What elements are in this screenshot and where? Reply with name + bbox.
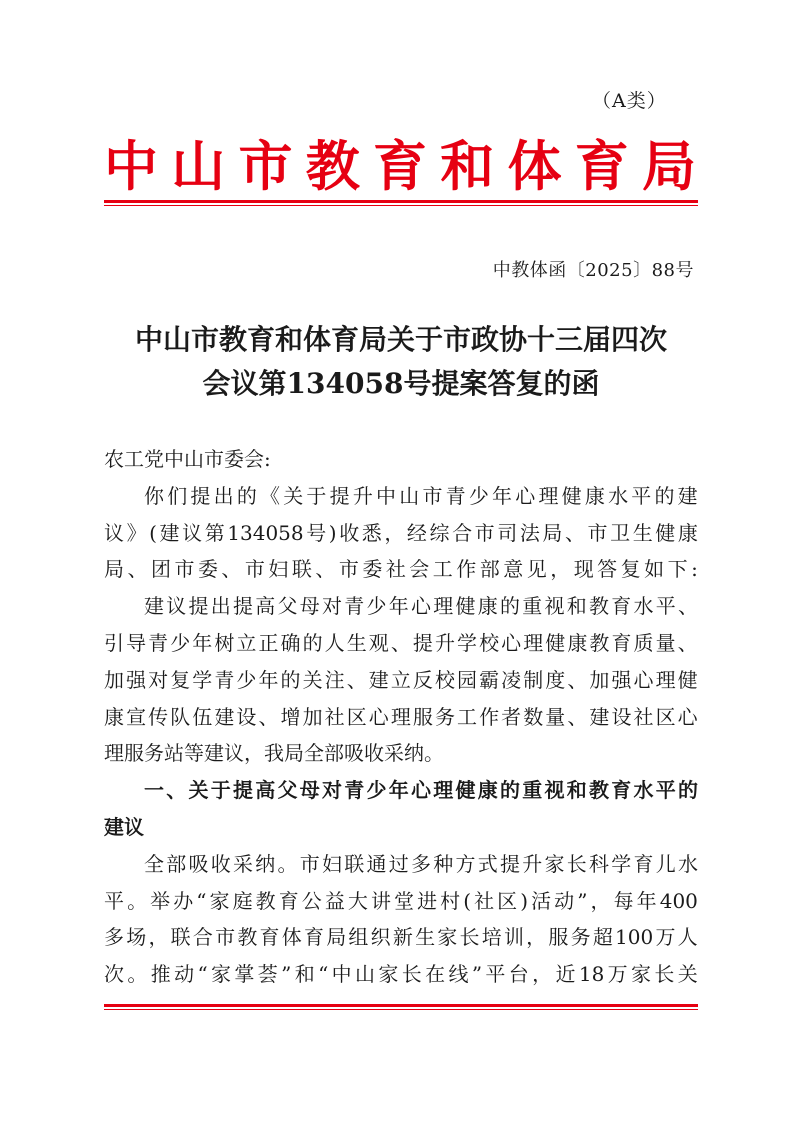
section-heading-line: 建议 [104, 814, 144, 839]
org-title-char: 局 [642, 135, 696, 198]
body-line: 多 场 ， 联 合 市 教 育 体 育 局 组 织 新 生 家 长 培 训 ， 服 务 超 100 万 人 [104, 925, 698, 950]
document-subject [104, 318, 698, 406]
org-title-char: 山 [171, 135, 226, 198]
body-line: 局 、 团 市 委 、 市 妇 联 、 市 委 社 会 工 作 部 意 见 ， 现 答 复 如 下 : [104, 557, 698, 582]
org-title-char: 体 [507, 135, 562, 198]
section-heading-line: 一 、 关 于 提 高 父 母 对 青 少 年 心 理 健 康 的 重 视 和 教 育 水 平 的 [144, 778, 698, 803]
org-title-char: 育 [574, 135, 629, 198]
body-line: 全 部 吸 收 采 纳 。 市 妇 联 通 过 多 种 方 式 提 升 家 长 科 学 育 儿 水 [144, 851, 698, 876]
issuing-organization-title [104, 134, 696, 200]
body-line: 建 议 提 出 提 高 父 母 对 青 少 年 心 理 健 康 的 重 视 和 教 育 水 平 、 [144, 594, 698, 619]
body-line: 理服务站等建议，我局全部吸收采纳。 [104, 741, 444, 766]
red-header-rule [104, 200, 698, 206]
body-line: 议 》 ( 建 议 第 134058 号 ) 收 悉 ， 经 综 合 市 司 法 局 、 市 卫 生 健 康 [104, 520, 698, 545]
document-number: 中教体函〔2025〕88号 [492, 260, 694, 281]
body-line: 康 宣 传 队 伍 建 设 、 增 加 社 区 心 理 服 务 工 作 者 数 量 、 建 设 社 区 心 [104, 704, 698, 729]
subject-line-1: 中山市教育和体育局关于市政协十三届四次 [134, 323, 667, 356]
red-footer-rule [104, 1004, 698, 1010]
org-title-char: 教 [305, 135, 360, 198]
body-line: 农工党中山市委会: [104, 447, 271, 471]
document-category: （A类） [592, 90, 667, 112]
body-line: 次 。 推 动 “ 家 掌 荟 ” 和 “ 中 山 家 长 在 线 ” 平 台 ， 近 18 万 家 长 关 [104, 962, 698, 987]
document-body [104, 441, 698, 993]
subject-line-2: 会议第134058号提案答复的函 [202, 367, 600, 400]
org-title-char: 中 [104, 135, 158, 198]
body-line: 你 们 提 出 的 《 关 于 提 升 中 山 市 青 少 年 心 理 健 康 水 平 的 建 [144, 483, 698, 508]
body-line: 加 强 对 复 学 青 少 年 的 关 注 、 建 立 反 校 园 霸 凌 制 度 、 加 强 心 理 健 [104, 667, 698, 692]
body-line: 平 。 举 办 “ 家 庭 教 育 公 益 大 讲 堂 进 村 ( 社 区 ) 活 动 ” ， 每 年 400 [104, 888, 698, 913]
org-title-char: 和 [440, 135, 495, 198]
body-line: 引 导 青 少 年 树 立 正 确 的 人 生 观 、 提 升 学 校 心 理 健 康 教 育 质 量 、 [104, 630, 698, 655]
org-title-char: 育 [373, 135, 427, 198]
org-title-char: 市 [238, 135, 293, 198]
